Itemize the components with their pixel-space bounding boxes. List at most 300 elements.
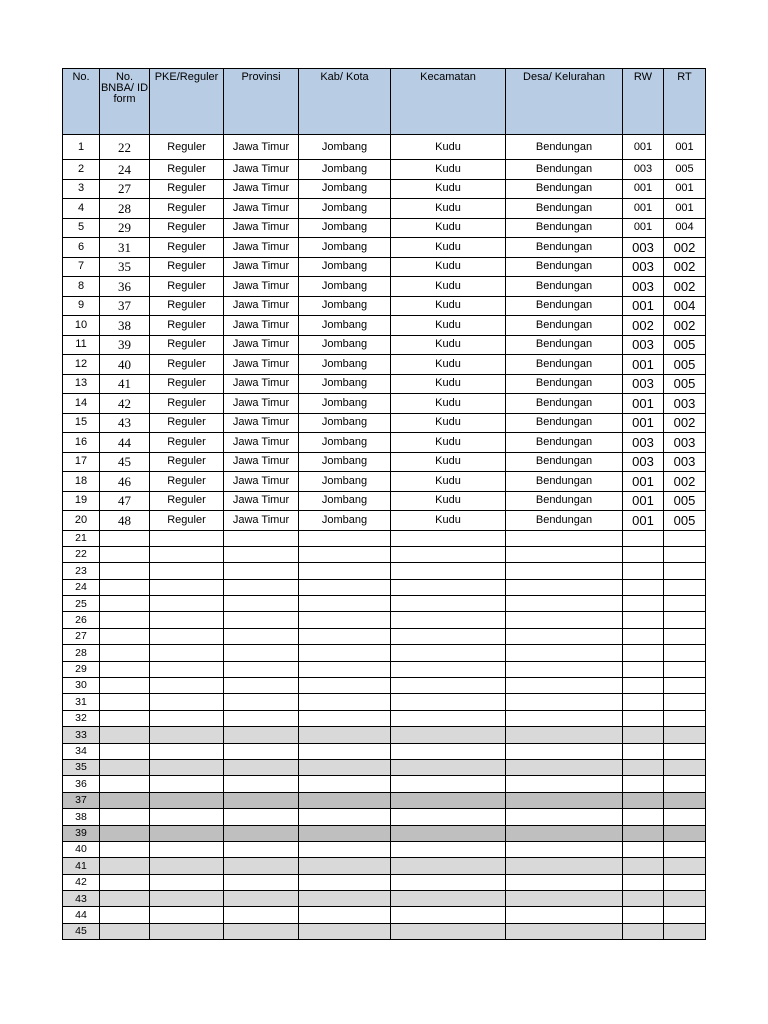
cell-kecamatan: Kudu [391,160,506,180]
cell-empty [391,710,506,726]
table-row [63,546,706,562]
cell-empty [506,776,623,792]
cell-empty [391,759,506,775]
header-kab-kota: Kab/ Kota [299,69,391,135]
cell-bnba: 36 [100,277,150,297]
cell-no: 18 [63,472,100,492]
cell-no: 16 [63,433,100,453]
cell-bnba: 28 [100,199,150,219]
cell-no: 22 [63,546,100,562]
cell-pke: Reguler [150,335,224,355]
cell-empty [299,923,391,939]
header-pke: PKE/Reguler [150,69,224,135]
table-row [63,563,706,579]
cell-no: 40 [63,841,100,857]
cell-empty [391,530,506,546]
cell-empty [224,759,299,775]
cell-empty [100,628,150,644]
table-row [63,277,706,297]
cell-empty [391,678,506,694]
cell-kecamatan: Kudu [391,491,506,511]
cell-empty [100,759,150,775]
cell-no: 27 [63,628,100,644]
cell-kab-kota: Jombang [299,433,391,453]
cell-empty [224,727,299,743]
cell-empty [150,759,224,775]
cell-rt: 002 [664,413,706,433]
cell-no: 26 [63,612,100,628]
cell-rw: 001 [623,491,664,511]
cell-kecamatan: Kudu [391,472,506,492]
cell-bnba: 39 [100,335,150,355]
cell-kecamatan: Kudu [391,413,506,433]
table-row [63,645,706,661]
cell-rw: 001 [623,218,664,238]
table-row [63,841,706,857]
cell-no: 15 [63,413,100,433]
table-row [63,612,706,628]
cell-empty [299,645,391,661]
cell-no: 2 [63,160,100,180]
cell-empty [623,579,664,595]
table-row [63,257,706,277]
cell-empty [299,759,391,775]
cell-empty [150,645,224,661]
cell-empty [664,759,706,775]
cell-kab-kota: Jombang [299,218,391,238]
cell-empty [664,710,706,726]
cell-empty [150,825,224,841]
cell-rt: 005 [664,491,706,511]
cell-empty [224,874,299,890]
cell-empty [150,563,224,579]
cell-kab-kota: Jombang [299,374,391,394]
table-row [63,394,706,414]
cell-kab-kota: Jombang [299,394,391,414]
cell-no: 25 [63,596,100,612]
cell-empty [664,546,706,562]
cell-empty [150,809,224,825]
cell-rw: 003 [623,160,664,180]
cell-empty [100,694,150,710]
cell-no: 34 [63,743,100,759]
cell-kab-kota: Jombang [299,160,391,180]
header-kecamatan: Kecamatan [391,69,506,135]
cell-pke: Reguler [150,218,224,238]
cell-empty [391,891,506,907]
cell-bnba: 47 [100,491,150,511]
cell-empty [150,546,224,562]
table-row [63,179,706,199]
cell-empty [623,841,664,857]
cell-empty [623,792,664,808]
cell-desa: Bendungan [506,491,623,511]
cell-empty [664,678,706,694]
cell-empty [391,563,506,579]
cell-empty [506,759,623,775]
cell-provinsi: Jawa Timur [224,296,299,316]
cell-empty [299,841,391,857]
cell-empty [100,891,150,907]
cell-kecamatan: Kudu [391,238,506,258]
cell-rt: 002 [664,277,706,297]
cell-empty [150,596,224,612]
cell-kab-kota: Jombang [299,257,391,277]
cell-empty [100,661,150,677]
header-provinsi: Provinsi [224,69,299,135]
cell-empty [224,891,299,907]
cell-no: 29 [63,661,100,677]
cell-provinsi: Jawa Timur [224,135,299,160]
cell-empty [100,563,150,579]
cell-empty [224,530,299,546]
cell-no: 5 [63,218,100,238]
cell-empty [299,710,391,726]
cell-no: 42 [63,874,100,890]
cell-empty [506,923,623,939]
cell-empty [664,891,706,907]
table-row [63,296,706,316]
table-row [63,628,706,644]
cell-kecamatan: Kudu [391,199,506,219]
cell-kab-kota: Jombang [299,355,391,375]
cell-empty [391,792,506,808]
cell-empty [100,727,150,743]
cell-pke: Reguler [150,257,224,277]
table-row [63,160,706,180]
cell-provinsi: Jawa Timur [224,335,299,355]
cell-empty [623,923,664,939]
table-row [63,491,706,511]
cell-desa: Bendungan [506,257,623,277]
cell-kecamatan: Kudu [391,218,506,238]
cell-provinsi: Jawa Timur [224,491,299,511]
header-no: No. [63,69,100,135]
cell-empty [506,710,623,726]
cell-no: 28 [63,645,100,661]
cell-kecamatan: Kudu [391,316,506,336]
cell-empty [224,678,299,694]
table-row [63,218,706,238]
cell-kab-kota: Jombang [299,413,391,433]
cell-empty [299,776,391,792]
cell-empty [506,743,623,759]
cell-empty [391,579,506,595]
cell-rw: 003 [623,452,664,472]
cell-provinsi: Jawa Timur [224,199,299,219]
cell-kecamatan: Kudu [391,277,506,297]
cell-empty [506,596,623,612]
cell-pke: Reguler [150,394,224,414]
cell-no: 44 [63,907,100,923]
cell-empty [224,825,299,841]
cell-no: 14 [63,394,100,414]
cell-empty [150,743,224,759]
cell-provinsi: Jawa Timur [224,511,299,531]
table-row [63,316,706,336]
cell-rt: 003 [664,452,706,472]
cell-empty [299,678,391,694]
cell-empty [100,825,150,841]
cell-provinsi: Jawa Timur [224,238,299,258]
cell-provinsi: Jawa Timur [224,355,299,375]
cell-no: 36 [63,776,100,792]
cell-no: 38 [63,809,100,825]
cell-empty [506,809,623,825]
cell-no: 32 [63,710,100,726]
cell-empty [100,678,150,694]
cell-empty [506,891,623,907]
cell-rw: 001 [623,296,664,316]
cell-provinsi: Jawa Timur [224,160,299,180]
cell-bnba: 24 [100,160,150,180]
cell-desa: Bendungan [506,452,623,472]
cell-empty [224,792,299,808]
table-body [63,135,706,940]
cell-empty [224,628,299,644]
cell-empty [391,743,506,759]
cell-pke: Reguler [150,277,224,297]
cell-empty [391,858,506,874]
cell-empty [224,596,299,612]
cell-bnba: 43 [100,413,150,433]
cell-empty [506,694,623,710]
cell-empty [391,776,506,792]
cell-empty [664,596,706,612]
cell-rw: 001 [623,179,664,199]
cell-empty [150,678,224,694]
cell-empty [506,678,623,694]
cell-empty [664,563,706,579]
cell-rt: 001 [664,199,706,219]
cell-desa: Bendungan [506,472,623,492]
cell-bnba: 29 [100,218,150,238]
cell-kab-kota: Jombang [299,452,391,472]
cell-rt: 005 [664,511,706,531]
cell-empty [623,694,664,710]
table-row [63,355,706,375]
cell-empty [664,694,706,710]
cell-desa: Bendungan [506,511,623,531]
table-row [63,710,706,726]
cell-empty [623,596,664,612]
cell-desa: Bendungan [506,394,623,414]
cell-empty [299,874,391,890]
cell-empty [391,628,506,644]
cell-empty [623,661,664,677]
header-rt: RT [664,69,706,135]
cell-empty [224,923,299,939]
cell-rt: 002 [664,472,706,492]
cell-empty [664,809,706,825]
table-row [63,678,706,694]
table-row [63,891,706,907]
cell-empty [391,612,506,628]
cell-empty [299,628,391,644]
cell-empty [506,628,623,644]
cell-kecamatan: Kudu [391,511,506,531]
cell-provinsi: Jawa Timur [224,413,299,433]
table-row [63,511,706,531]
cell-empty [623,858,664,874]
cell-empty [299,694,391,710]
cell-no: 37 [63,792,100,808]
cell-rt: 004 [664,218,706,238]
cell-empty [664,579,706,595]
cell-empty [623,907,664,923]
cell-empty [150,579,224,595]
cell-no: 3 [63,179,100,199]
cell-bnba: 41 [100,374,150,394]
cell-no: 24 [63,579,100,595]
cell-no: 11 [63,335,100,355]
cell-empty [391,596,506,612]
cell-no: 33 [63,727,100,743]
cell-empty [623,743,664,759]
cell-no: 41 [63,858,100,874]
cell-rt: 005 [664,335,706,355]
cell-empty [150,891,224,907]
cell-empty [623,612,664,628]
cell-kab-kota: Jombang [299,335,391,355]
cell-empty [150,874,224,890]
cell-provinsi: Jawa Timur [224,257,299,277]
cell-empty [299,792,391,808]
cell-kab-kota: Jombang [299,135,391,160]
cell-empty [224,694,299,710]
cell-rt: 002 [664,238,706,258]
cell-kecamatan: Kudu [391,452,506,472]
cell-pke: Reguler [150,355,224,375]
cell-empty [150,792,224,808]
cell-bnba: 38 [100,316,150,336]
cell-empty [623,727,664,743]
cell-empty [299,727,391,743]
cell-rt: 005 [664,160,706,180]
cell-kecamatan: Kudu [391,355,506,375]
cell-kab-kota: Jombang [299,296,391,316]
cell-pke: Reguler [150,135,224,160]
cell-empty [391,809,506,825]
cell-pke: Reguler [150,199,224,219]
cell-no: 7 [63,257,100,277]
cell-kab-kota: Jombang [299,238,391,258]
cell-empty [664,776,706,792]
cell-empty [623,891,664,907]
cell-empty [623,530,664,546]
cell-rt: 005 [664,355,706,375]
table-row [63,238,706,258]
data-table [62,68,706,940]
cell-pke: Reguler [150,491,224,511]
cell-empty [224,710,299,726]
table-row [63,759,706,775]
table-row [63,743,706,759]
cell-rt: 005 [664,374,706,394]
cell-empty [224,858,299,874]
cell-empty [299,825,391,841]
cell-empty [224,661,299,677]
cell-desa: Bendungan [506,238,623,258]
cell-pke: Reguler [150,433,224,453]
cell-rt: 001 [664,179,706,199]
cell-empty [100,907,150,923]
cell-empty [100,612,150,628]
cell-rw: 003 [623,433,664,453]
cell-empty [224,809,299,825]
cell-empty [506,530,623,546]
cell-rw: 001 [623,472,664,492]
cell-empty [100,596,150,612]
table-row [63,858,706,874]
cell-empty [100,530,150,546]
cell-empty [150,858,224,874]
cell-provinsi: Jawa Timur [224,316,299,336]
cell-empty [150,612,224,628]
cell-no: 39 [63,825,100,841]
cell-empty [506,874,623,890]
table-row [63,135,706,160]
cell-empty [299,661,391,677]
cell-rw: 001 [623,394,664,414]
table-row [63,661,706,677]
cell-empty [150,694,224,710]
cell-no: 1 [63,135,100,160]
cell-rt: 002 [664,316,706,336]
cell-empty [224,645,299,661]
cell-empty [391,645,506,661]
cell-empty [150,530,224,546]
cell-empty [100,776,150,792]
cell-empty [506,841,623,857]
cell-empty [506,727,623,743]
cell-bnba: 44 [100,433,150,453]
cell-rt: 004 [664,296,706,316]
table-row [63,923,706,939]
cell-provinsi: Jawa Timur [224,472,299,492]
cell-empty [664,825,706,841]
header-rw: RW [623,69,664,135]
cell-empty [623,710,664,726]
cell-rw: 001 [623,135,664,160]
cell-empty [391,841,506,857]
cell-rw: 001 [623,413,664,433]
cell-empty [391,727,506,743]
cell-empty [391,923,506,939]
cell-rw: 003 [623,277,664,297]
cell-desa: Bendungan [506,160,623,180]
cell-kecamatan: Kudu [391,179,506,199]
cell-bnba: 35 [100,257,150,277]
cell-kab-kota: Jombang [299,277,391,297]
cell-empty [391,874,506,890]
cell-empty [664,923,706,939]
table-row [63,907,706,923]
cell-rw: 003 [623,238,664,258]
cell-bnba: 40 [100,355,150,375]
cell-empty [224,841,299,857]
cell-empty [150,841,224,857]
table-row [63,776,706,792]
cell-desa: Bendungan [506,199,623,219]
cell-rw: 002 [623,316,664,336]
cell-empty [100,841,150,857]
cell-empty [224,743,299,759]
cell-empty [100,645,150,661]
cell-desa: Bendungan [506,374,623,394]
table-row [63,335,706,355]
cell-provinsi: Jawa Timur [224,452,299,472]
